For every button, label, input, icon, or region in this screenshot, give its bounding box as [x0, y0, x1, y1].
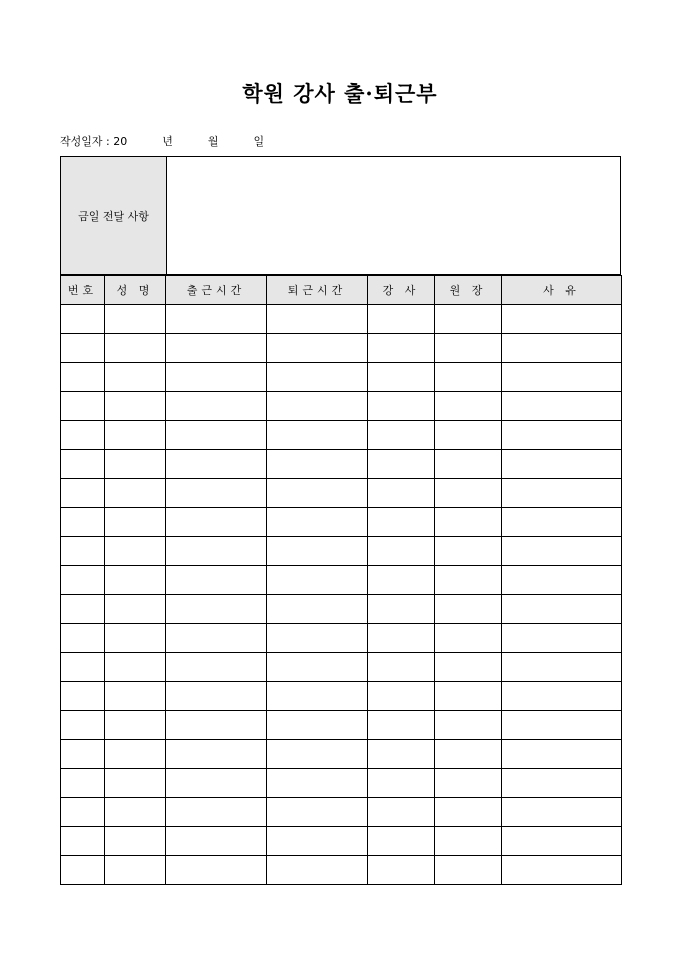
page-title: 학원 강사 출·퇴근부 [242, 81, 438, 106]
cell-departure-time[interactable] [267, 595, 368, 624]
cell-name[interactable] [105, 653, 166, 682]
cell-reason[interactable] [502, 479, 622, 508]
table-row [61, 740, 622, 769]
cell-arrival-time[interactable] [166, 363, 267, 392]
date-label: 작성일자 : 20 [60, 135, 128, 148]
cell-number[interactable] [61, 740, 105, 769]
cell-arrival-time[interactable] [166, 566, 267, 595]
table-row [61, 682, 622, 711]
cell-name[interactable] [105, 740, 166, 769]
cell-reason[interactable] [502, 595, 622, 624]
cell-director[interactable] [435, 508, 502, 537]
notice-label: 금일 전달 사항 [61, 157, 167, 274]
header-number: 번호 [61, 276, 105, 305]
cell-number[interactable] [61, 334, 105, 363]
cell-name[interactable] [105, 363, 166, 392]
cell-name[interactable] [105, 334, 166, 363]
cell-reason[interactable] [502, 363, 622, 392]
table-row [61, 798, 622, 827]
table-row [61, 305, 622, 334]
table-row [61, 856, 622, 885]
cell-departure-time[interactable] [267, 450, 368, 479]
cell-director[interactable] [435, 711, 502, 740]
table-row [61, 711, 622, 740]
cell-number[interactable] [61, 479, 105, 508]
cell-reason[interactable] [502, 827, 622, 856]
cell-number[interactable] [61, 421, 105, 450]
cell-reason[interactable] [502, 334, 622, 363]
cell-number[interactable] [61, 711, 105, 740]
cell-reason[interactable] [502, 769, 622, 798]
month-unit: 월 [207, 135, 219, 148]
cell-number[interactable] [61, 305, 105, 334]
cell-number[interactable] [61, 595, 105, 624]
cell-name[interactable] [105, 305, 166, 334]
header-departure-time: 퇴근시간 [267, 276, 368, 305]
day-unit: 일 [253, 135, 265, 148]
cell-name[interactable] [105, 827, 166, 856]
cell-instructor[interactable] [368, 769, 435, 798]
cell-departure-time[interactable] [267, 856, 368, 885]
cell-instructor[interactable] [368, 566, 435, 595]
cell-number[interactable] [61, 769, 105, 798]
cell-instructor[interactable] [368, 653, 435, 682]
cell-number[interactable] [61, 363, 105, 392]
cell-arrival-time[interactable] [166, 479, 267, 508]
cell-director[interactable] [435, 682, 502, 711]
cell-director[interactable] [435, 334, 502, 363]
cell-departure-time[interactable] [267, 479, 368, 508]
table-row [61, 508, 622, 537]
cell-departure-time[interactable] [267, 769, 368, 798]
cell-director[interactable] [435, 305, 502, 334]
cell-instructor[interactable] [368, 595, 435, 624]
header-instructor: 강 사 [368, 276, 435, 305]
cell-departure-time[interactable] [267, 711, 368, 740]
cell-reason[interactable] [502, 508, 622, 537]
cell-instructor[interactable] [368, 827, 435, 856]
cell-arrival-time[interactable] [166, 798, 267, 827]
cell-director[interactable] [435, 653, 502, 682]
cell-reason[interactable] [502, 421, 622, 450]
cell-departure-time[interactable] [267, 624, 368, 653]
cell-number[interactable] [61, 856, 105, 885]
cell-number[interactable] [61, 450, 105, 479]
cell-instructor[interactable] [368, 508, 435, 537]
cell-director[interactable] [435, 798, 502, 827]
cell-instructor[interactable] [368, 711, 435, 740]
cell-number[interactable] [61, 682, 105, 711]
cell-number[interactable] [61, 392, 105, 421]
cell-reason[interactable] [502, 682, 622, 711]
cell-director[interactable] [435, 392, 502, 421]
cell-instructor[interactable] [368, 798, 435, 827]
cell-name[interactable] [105, 421, 166, 450]
cell-name[interactable] [105, 392, 166, 421]
cell-director[interactable] [435, 740, 502, 769]
cell-departure-time[interactable] [267, 334, 368, 363]
cell-instructor[interactable] [368, 537, 435, 566]
date-line [60, 133, 264, 149]
cell-name[interactable] [105, 450, 166, 479]
cell-arrival-time[interactable] [166, 450, 267, 479]
cell-departure-time[interactable] [267, 305, 368, 334]
cell-reason[interactable] [502, 305, 622, 334]
cell-instructor[interactable] [368, 624, 435, 653]
cell-departure-time[interactable] [267, 566, 368, 595]
table-row [61, 479, 622, 508]
cell-arrival-time[interactable] [166, 305, 267, 334]
cell-number[interactable] [61, 508, 105, 537]
table-row [61, 392, 622, 421]
cell-arrival-time[interactable] [166, 624, 267, 653]
cell-reason[interactable] [502, 653, 622, 682]
cell-arrival-time[interactable] [166, 421, 267, 450]
cell-departure-time[interactable] [267, 537, 368, 566]
year-unit: 년 [162, 135, 173, 148]
cell-instructor[interactable] [368, 363, 435, 392]
cell-name[interactable] [105, 856, 166, 885]
cell-departure-time[interactable] [267, 682, 368, 711]
cell-instructor[interactable] [368, 479, 435, 508]
table-row [61, 566, 622, 595]
cell-arrival-time[interactable] [166, 711, 267, 740]
cell-arrival-time[interactable] [166, 682, 267, 711]
cell-departure-time[interactable] [267, 392, 368, 421]
cell-arrival-time[interactable] [166, 537, 267, 566]
cell-name[interactable] [105, 798, 166, 827]
cell-number[interactable] [61, 537, 105, 566]
cell-arrival-time[interactable] [166, 508, 267, 537]
cell-name[interactable] [105, 769, 166, 798]
cell-name[interactable] [105, 624, 166, 653]
cell-reason[interactable] [502, 566, 622, 595]
cell-number[interactable] [61, 653, 105, 682]
table-row [61, 450, 622, 479]
table-row [61, 653, 622, 682]
cell-departure-time[interactable] [267, 653, 368, 682]
cell-number[interactable] [61, 624, 105, 653]
cell-departure-time[interactable] [267, 740, 368, 769]
cell-instructor[interactable] [368, 450, 435, 479]
cell-instructor[interactable] [368, 740, 435, 769]
cell-director[interactable] [435, 421, 502, 450]
cell-director[interactable] [435, 595, 502, 624]
cell-director[interactable] [435, 769, 502, 798]
cell-instructor[interactable] [368, 392, 435, 421]
cell-name[interactable] [105, 682, 166, 711]
notice-box [60, 156, 621, 275]
cell-director[interactable] [435, 856, 502, 885]
cell-reason[interactable] [502, 392, 622, 421]
attendance-table [60, 275, 622, 885]
table-row [61, 624, 622, 653]
cell-number[interactable] [61, 566, 105, 595]
cell-name[interactable] [105, 566, 166, 595]
table-row [61, 363, 622, 392]
cell-departure-time[interactable] [267, 508, 368, 537]
cell-name[interactable] [105, 508, 166, 537]
header-name: 성 명 [105, 276, 166, 305]
cell-arrival-time[interactable] [166, 740, 267, 769]
table-row [61, 421, 622, 450]
cell-reason[interactable] [502, 711, 622, 740]
cell-director[interactable] [435, 537, 502, 566]
cell-arrival-time[interactable] [166, 595, 267, 624]
header-reason: 사 유 [502, 276, 622, 305]
cell-name[interactable] [105, 711, 166, 740]
table-row [61, 827, 622, 856]
cell-instructor[interactable] [368, 856, 435, 885]
cell-director[interactable] [435, 624, 502, 653]
cell-name[interactable] [105, 595, 166, 624]
cell-departure-time[interactable] [267, 421, 368, 450]
cell-instructor[interactable] [368, 334, 435, 363]
cell-reason[interactable] [502, 537, 622, 566]
cell-arrival-time[interactable] [166, 827, 267, 856]
header-arrival-time: 출근시간 [166, 276, 267, 305]
cell-director[interactable] [435, 363, 502, 392]
cell-departure-time[interactable] [267, 827, 368, 856]
notice-content[interactable] [167, 157, 620, 274]
table-row [61, 334, 622, 363]
cell-instructor[interactable] [368, 682, 435, 711]
table-row [61, 595, 622, 624]
cell-reason[interactable] [502, 740, 622, 769]
cell-director[interactable] [435, 479, 502, 508]
cell-name[interactable] [105, 479, 166, 508]
cell-director[interactable] [435, 827, 502, 856]
cell-reason[interactable] [502, 624, 622, 653]
cell-arrival-time[interactable] [166, 334, 267, 363]
cell-reason[interactable] [502, 856, 622, 885]
cell-arrival-time[interactable] [166, 856, 267, 885]
table-header-row [61, 276, 622, 305]
cell-instructor[interactable] [368, 421, 435, 450]
cell-arrival-time[interactable] [166, 653, 267, 682]
cell-reason[interactable] [502, 450, 622, 479]
cell-arrival-time[interactable] [166, 392, 267, 421]
table-body [61, 305, 622, 885]
cell-reason[interactable] [502, 798, 622, 827]
cell-director[interactable] [435, 450, 502, 479]
cell-name[interactable] [105, 537, 166, 566]
cell-instructor[interactable] [368, 305, 435, 334]
header-director: 원 장 [435, 276, 502, 305]
cell-arrival-time[interactable] [166, 769, 267, 798]
cell-departure-time[interactable] [267, 363, 368, 392]
cell-departure-time[interactable] [267, 798, 368, 827]
table-row [61, 769, 622, 798]
table-row [61, 537, 622, 566]
cell-director[interactable] [435, 566, 502, 595]
cell-number[interactable] [61, 827, 105, 856]
cell-number[interactable] [61, 798, 105, 827]
